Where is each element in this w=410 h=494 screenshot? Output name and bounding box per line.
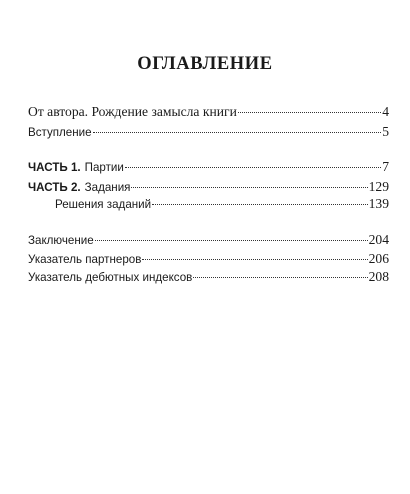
toc-entry-part-2 <box>28 178 389 196</box>
toc-entry-author-preface <box>28 103 389 121</box>
page-title: ОГЛАВЛЕНИЕ <box>137 54 273 74</box>
entry-page-number: 139 <box>368 196 389 211</box>
entry-page-number: 129 <box>368 179 389 194</box>
dot-leader <box>193 277 367 278</box>
toc-entry-partner-index <box>28 250 389 268</box>
dot-leader <box>238 112 381 113</box>
entry-label: Решения заданий <box>55 198 152 211</box>
entry-page-number: 204 <box>368 232 389 247</box>
entry-label: Указатель дебютных индексов <box>28 271 193 284</box>
entry-page-number: 206 <box>368 251 389 266</box>
entry-label: Указатель партнеров <box>28 253 142 266</box>
toc-entry-introduction <box>28 123 389 141</box>
toc-entry-opening-index <box>28 268 389 286</box>
toc-entry-conclusion <box>28 231 389 249</box>
dot-leader <box>152 204 367 205</box>
entry-label: Партии <box>84 161 124 174</box>
entry-label: Вступление <box>28 126 92 139</box>
toc-entry-solutions <box>28 195 389 213</box>
entry-label: Заключение <box>28 234 94 247</box>
entry-label: Задания <box>84 181 131 194</box>
dot-leader <box>125 167 381 168</box>
entry-label: От автора. Рождение замысла книги <box>28 104 237 119</box>
entry-page-number: 7 <box>382 159 389 174</box>
entry-page-number: 4 <box>382 104 389 119</box>
toc-entry-part-1 <box>28 158 389 176</box>
part-label: ЧАСТЬ 2. <box>28 181 81 194</box>
dot-leader <box>95 240 368 241</box>
dot-leader <box>131 187 367 188</box>
dot-leader <box>142 259 367 260</box>
entry-page-number: 208 <box>368 269 389 284</box>
dot-leader <box>93 132 382 133</box>
entry-page-number: 5 <box>382 124 389 139</box>
part-label: ЧАСТЬ 1. <box>28 161 81 174</box>
